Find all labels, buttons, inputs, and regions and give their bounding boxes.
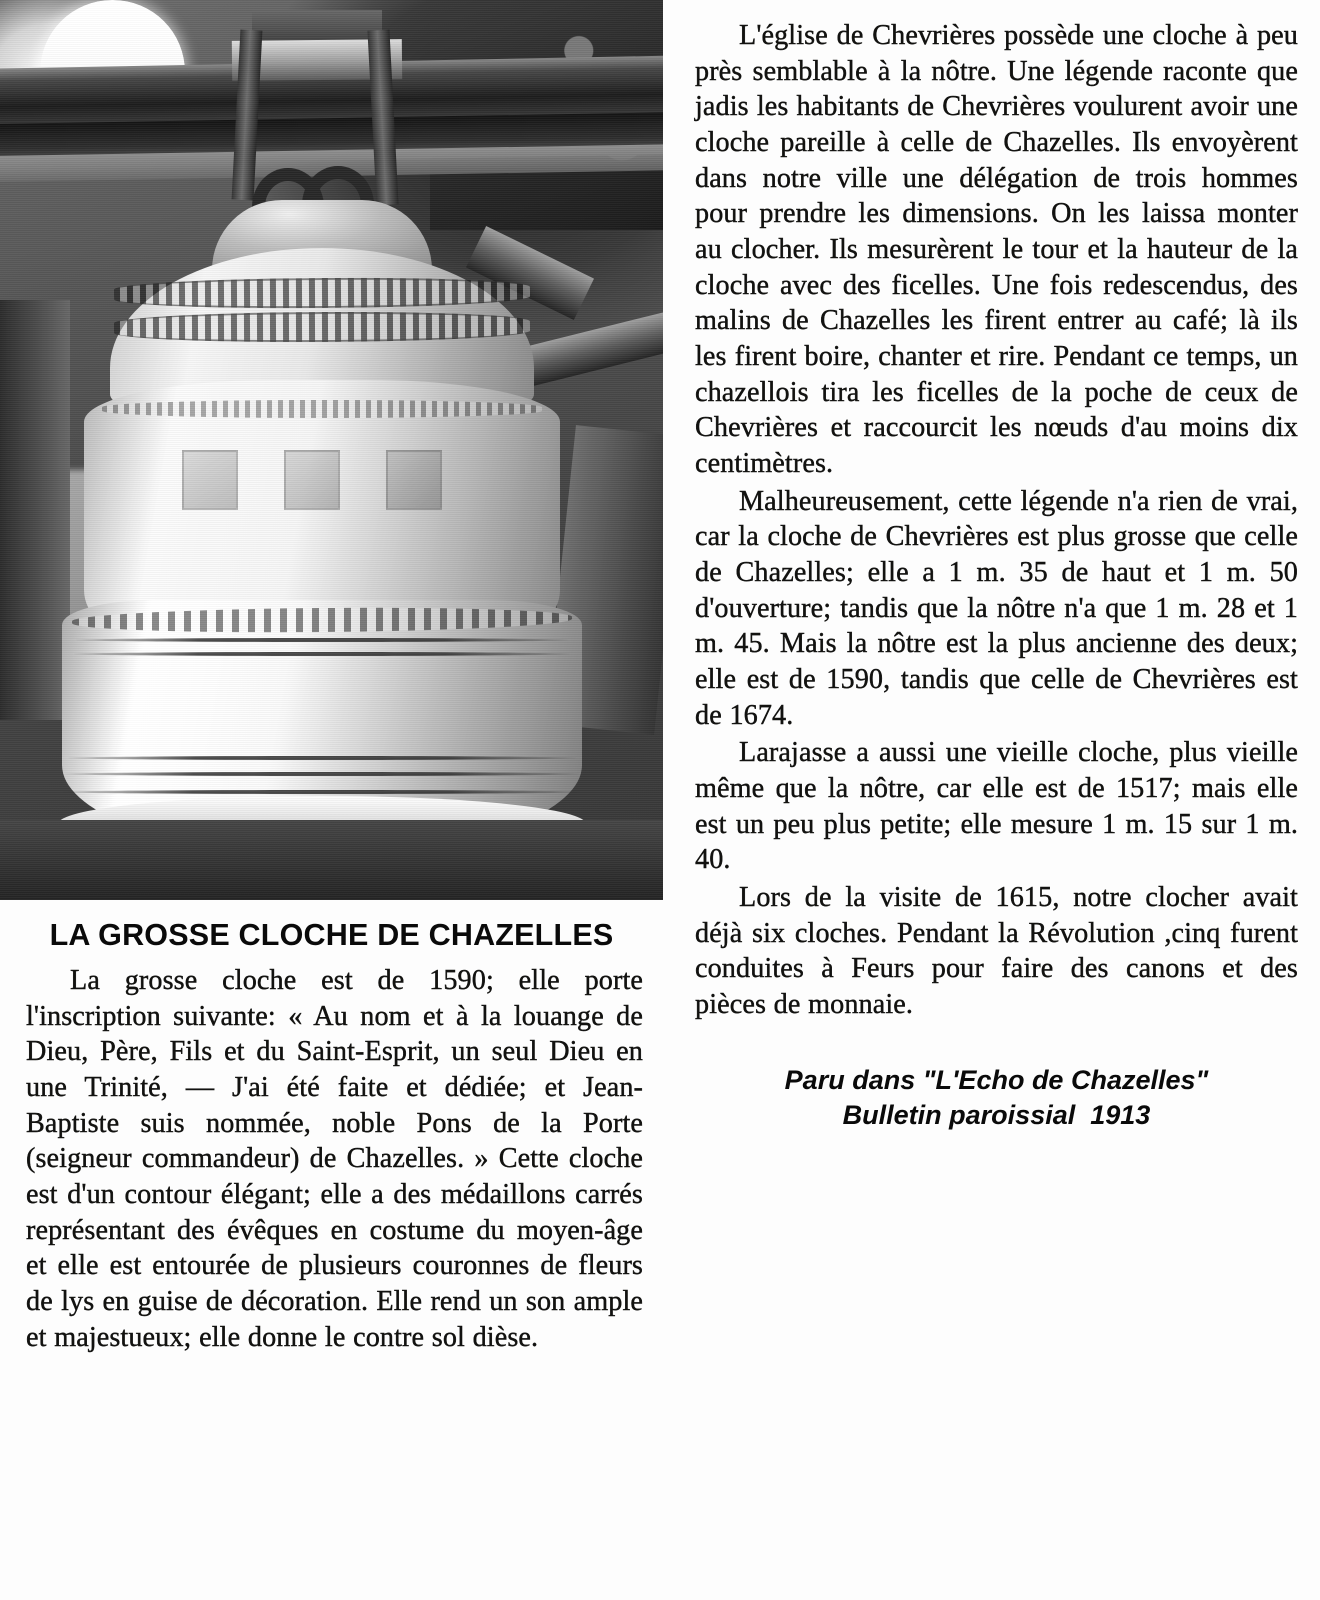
- belfry-floor: [0, 820, 663, 900]
- right-paragraph-4: Lors de la visite de 1615, notre clocher avait déjà six cloches. Pendant la Révolution ,cinq furent conduites à Feurs pour faire des canons et des pièces de monnaie.: [695, 882, 1298, 1021]
- attribution-line-1: Paru dans "L'Echo de Chazelles": [784, 1064, 1209, 1095]
- left-column-body: [0, 963, 665, 1355]
- right-column: [665, 0, 1320, 1600]
- bell-inscription-band-2: [114, 311, 530, 343]
- left-paragraph-1: La grosse cloche est de 1590; elle porte l'inscription suivante: « Au nom et à la louange de Dieu, Père, Fils et du Saint-Esprit, un seul Dieu en une Trinité, — J'ai été faite et dédiée; et Jean-Baptiste suis nommée, noble Pons de la Porte (seigneur commandeur) de Chazelles. » Cette cloche est d'un contour élégant; elle a des médaillons carrés représentant des évêques en costume du moyen-âge et elle est entourée de plusieurs couronnes de fleurs de lys en guise de décoration. Elle rend un son ample et majestueux; elle donne le contre sol dièse.: [26, 965, 643, 1353]
- bell-molding-ring-5: [62, 790, 582, 794]
- great-bell: [62, 200, 582, 860]
- right-paragraph-1: L'église de Chevrières possède une cloche à peu près semblable à la nôtre. Une légende raconte que jadis les habitants de Chevrières voulurent avoir une cloche pareille à celle de Chazelles. Ils envoyèrent dans notre ville une délégation de trois hommes pour prendre les dimensions. On les laissa monter au clocher. Ils mesurèrent le tour et la hauteur de la cloche avec des ficelles. Une fois redescendus, des malins de Chazelles les firent entrer au café; là ils les firent boire, chanter et rire. Pendant ce temps, un chazellois tira les ficelles de la poche de ceux de Chevrières et raccourcit les nœuds d'au moins dix centimètres.: [695, 20, 1298, 480]
- bell-medallion-1: [182, 450, 238, 510]
- photo-caption: LA GROSSE CLOCHE DE CHAZELLES: [49, 918, 614, 952]
- bell-molding-ring-1: [76, 638, 568, 642]
- attribution-line-2: Bulletin paroissial 1913: [842, 1100, 1151, 1131]
- right-column-body: [695, 18, 1298, 1023]
- right-paragraph-3: Larajasse a aussi une vieille cloche, plus vieille même que la nôtre, car elle est de 1517; mais elle est un peu plus petite; elle mesure 1 m. 15 sur 1 m. 40.: [695, 737, 1298, 876]
- bell-molding-ring-4: [65, 772, 579, 776]
- timber-post-left: [0, 300, 70, 720]
- bell-molding-ring-3: [68, 756, 576, 760]
- bell-medallion-3: [386, 450, 442, 510]
- source-attribution: [695, 1063, 1298, 1134]
- bell-photograph: [0, 0, 663, 900]
- bell-inscription-band-3: [102, 400, 542, 418]
- bell-medallion-2: [284, 450, 340, 510]
- right-paragraph-2: Malheureusement, cette légende n'a rien de vrai, car la cloche de Chevrières est plus grosse que celle de Chazelles; elle a 1 m. 35 de haut et 1 m. 50 d'ouverture; tandis que la nôtre n'a que 1 m. 28 et 1 m. 45. Mais la nôtre est la plus ancienne des deux; elle est de 1590, tandis que celle de Chevrières est de 1674.: [695, 485, 1298, 731]
- bell-molding-ring-2: [74, 652, 570, 656]
